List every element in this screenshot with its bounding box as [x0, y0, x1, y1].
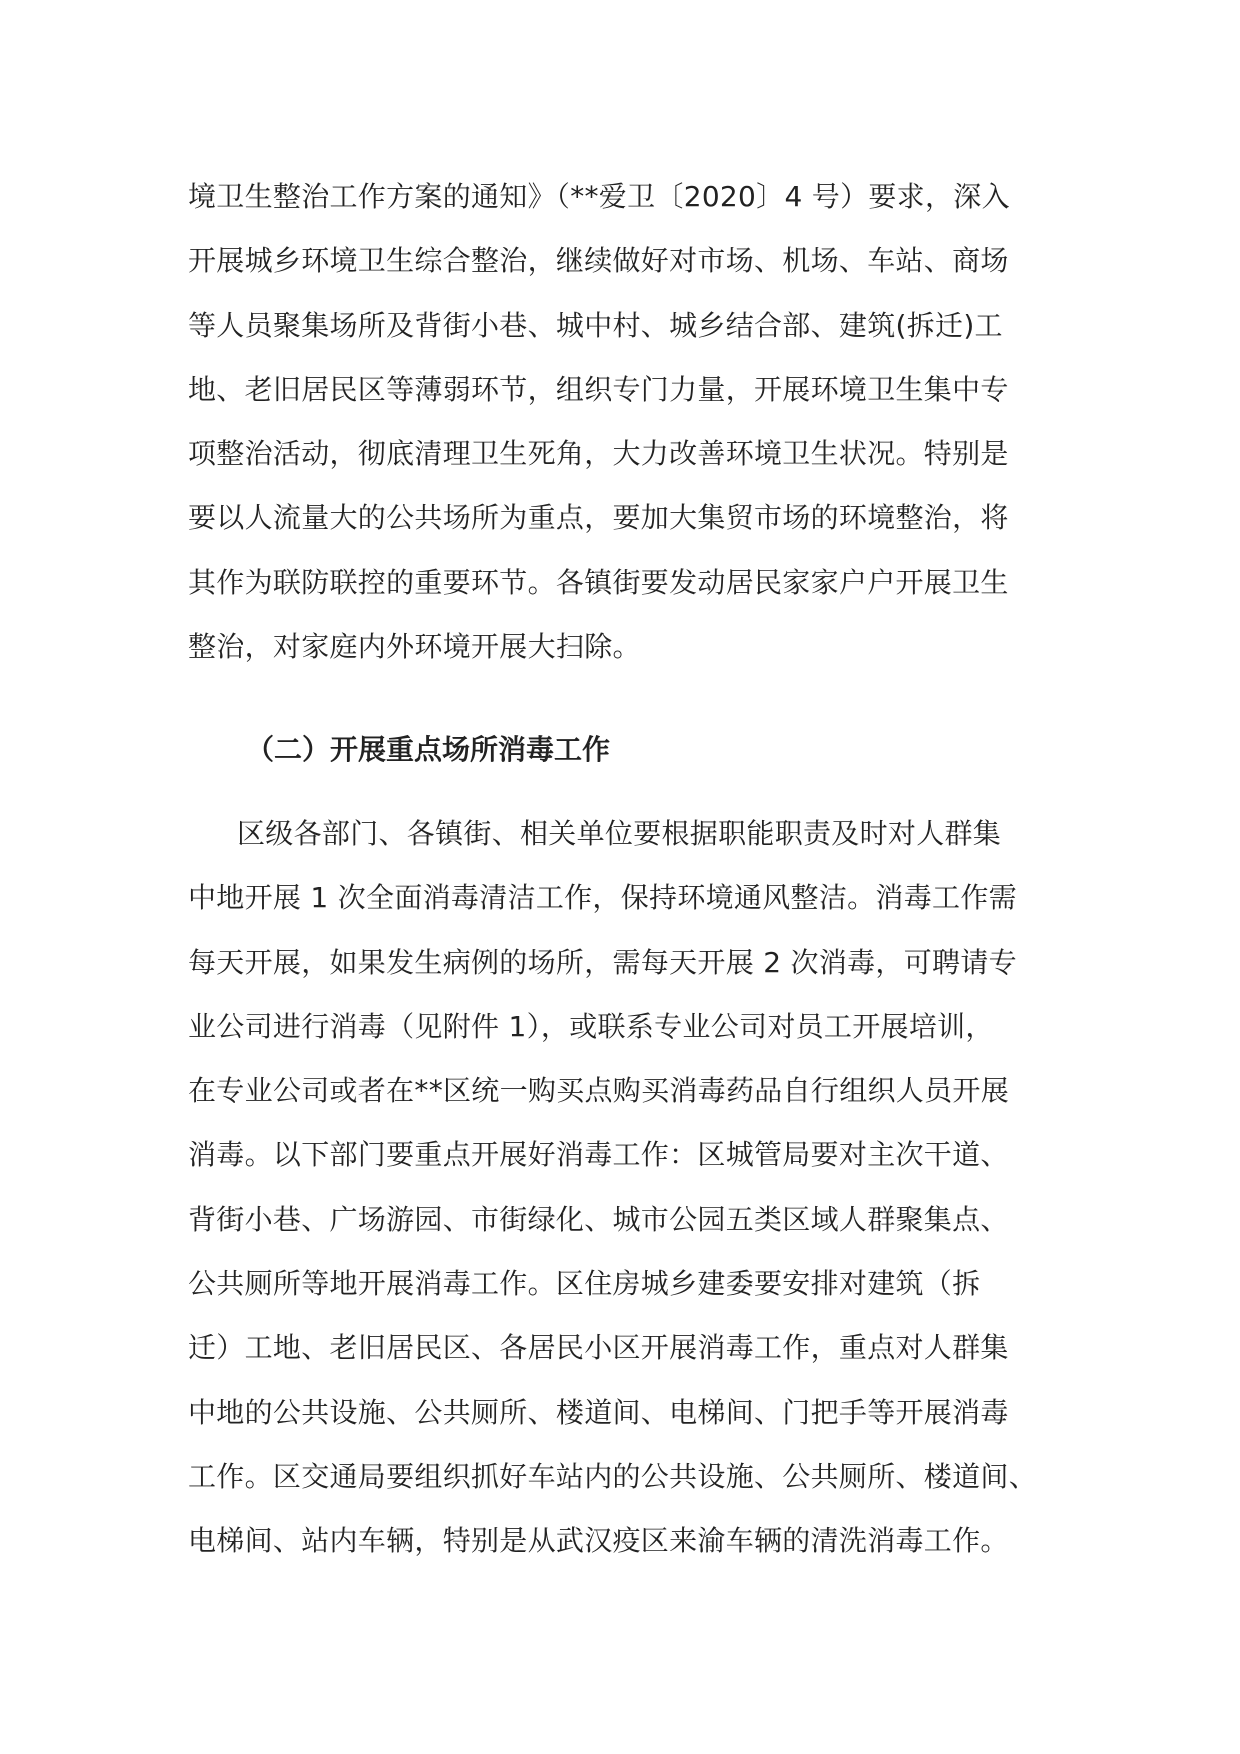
paragraph-line: 境卫生整治工作方案的通知》（**爱卫〔2020〕4 号）要求，深入	[188, 180, 1010, 213]
paragraph-line: 中地的公共设施、公共厕所、楼道间、电梯间、门把手等开展消毒	[188, 1395, 1009, 1429]
paragraph-line: 业公司进行消毒（见附件 1），或联系专业公司对员工开展培训，	[188, 1009, 994, 1043]
paragraph-line: 消毒。以下部门要重点开展好消毒工作：区城管局要对主次干道、	[188, 1138, 1009, 1172]
paragraph-line: 要以人流量大的公共场所为重点，要加大集贸市场的环境整治，将	[188, 501, 1009, 535]
section-heading: （二）开展重点场所消毒工作	[246, 733, 611, 766]
paragraph-line: 公共厕所等地开展消毒工作。区住房城乡建委要安排对建筑（拆	[188, 1267, 981, 1301]
paragraph-line: 区级各部门、各镇街、相关单位要根据职能职责及时对人群集	[237, 817, 1002, 850]
paragraph-line: 工作。区交通局要组织抓好车站内的公共设施、公共厕所、楼道间、	[188, 1459, 1038, 1493]
paragraph-line: 在专业公司或者在**区统一购买点购买消毒药品自行组织人员开展	[188, 1074, 1010, 1108]
paragraph-line: 电梯间、站内车辆，特别是从武汉疫区来渝车辆的清洗消毒工作。	[188, 1524, 1009, 1558]
paragraph-line: 每天开展，如果发生病例的场所，需每天开展 2 次消毒，可聘请专	[188, 945, 1017, 979]
paragraph-line: 开展城乡环境卫生综合整治，继续做好对市场、机场、车站、商场	[188, 244, 1009, 278]
paragraph-line: 地、老旧居民区等薄弱环节，组织专门力量，开展环境卫生集中专	[188, 372, 1009, 406]
paragraph-line: 中地开展 1 次全面消毒清洁工作，保持环境通风整洁。消毒工作需	[188, 881, 1017, 915]
paragraph-line: 背街小巷、广场游园、市街绿化、城市公园五类区域人群聚集点、	[188, 1202, 1009, 1236]
paragraph-disinfection	[188, 802, 1068, 1574]
paragraph-line: 项整治活动，彻底清理卫生死角，大力改善环境卫生状况。特别是	[188, 437, 1009, 471]
paragraph-environment-cleanup	[188, 165, 1068, 679]
paragraph-line: 整治，对家庭内外环境开展大扫除。	[188, 630, 641, 664]
paragraph-line: 迁）工地、老旧居民区、各居民小区开展消毒工作，重点对人群集	[188, 1331, 1009, 1365]
paragraph-line: 其作为联防联控的重要环节。各镇街要发动居民家家户户开展卫生	[188, 565, 1009, 599]
paragraph-line: 等人员聚集场所及背街小巷、城中村、城乡结合部、建筑(拆迁)工	[188, 308, 1003, 342]
